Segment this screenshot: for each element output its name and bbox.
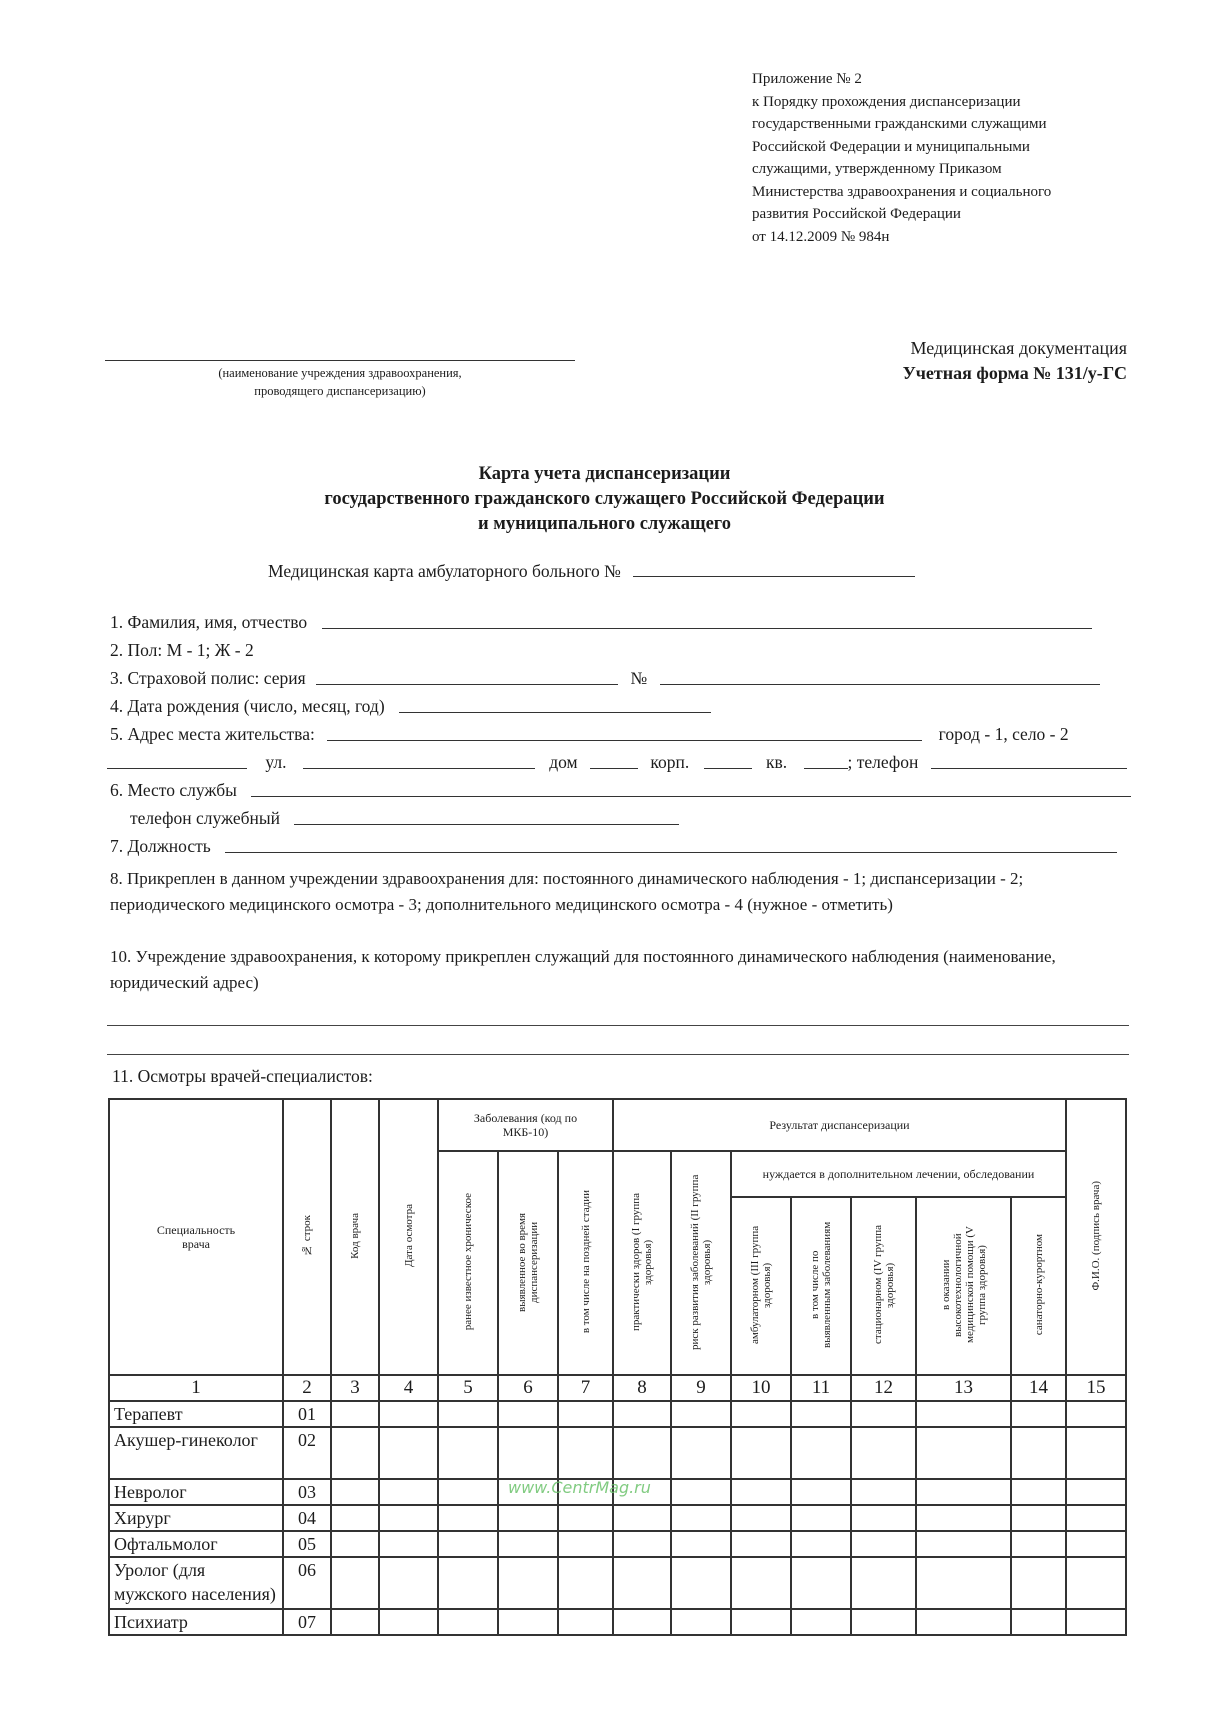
entry-cell[interactable] [731, 1609, 791, 1635]
entry-cell[interactable] [558, 1505, 613, 1531]
entry-cell[interactable] [379, 1557, 438, 1609]
column-number: 11 [791, 1375, 851, 1401]
entry-cell[interactable] [731, 1557, 791, 1609]
entry-cell[interactable] [671, 1479, 731, 1505]
field-label: № [630, 668, 648, 688]
field-attached-institution: 10. Учреждение здравоохранения, к которому прикреплен служащий для постоянного динамического наблюдения (наименование, юридический адрес) [110, 947, 1056, 992]
entry-cell[interactable] [498, 1557, 558, 1609]
address-input[interactable] [327, 722, 922, 741]
entry-cell[interactable] [671, 1427, 731, 1479]
column-number: 7 [558, 1375, 613, 1401]
entry-cell[interactable] [331, 1479, 379, 1505]
field-label: 3. Страховой полис: серия [110, 668, 306, 688]
title-line: государственного гражданского служащего Российской Федерации [324, 489, 885, 509]
entry-cell[interactable] [1066, 1531, 1126, 1557]
entry-cell[interactable] [379, 1505, 438, 1531]
entry-cell[interactable] [498, 1401, 558, 1427]
entry-cell[interactable] [671, 1505, 731, 1531]
entry-cell[interactable] [1011, 1401, 1066, 1427]
entry-cell[interactable] [1011, 1505, 1066, 1531]
house-input[interactable] [590, 750, 638, 769]
entry-cell[interactable] [1011, 1531, 1066, 1557]
column-number: 15 [1066, 1375, 1126, 1401]
apartment-input[interactable] [804, 750, 848, 769]
header-disease-found [498, 1151, 558, 1375]
entry-cell[interactable] [498, 1531, 558, 1557]
building-input[interactable] [704, 750, 752, 769]
entry-cell[interactable] [851, 1401, 916, 1427]
street-input[interactable] [303, 750, 535, 769]
column-number: 8 [613, 1375, 671, 1401]
header-text: № строк [301, 1215, 313, 1256]
header-text: в том числе по выявленным заболеваниям [809, 1221, 833, 1348]
entry-cell[interactable] [1066, 1479, 1126, 1505]
header-result-group: Результат диспансеризации [613, 1099, 1066, 1151]
entry-cell[interactable] [791, 1505, 851, 1531]
table-row [109, 1531, 1126, 1557]
header-text: Ф.И.О. (подпись врача) [1090, 1180, 1102, 1291]
entry-cell[interactable] [1011, 1609, 1066, 1635]
specialist-exams-table [108, 1098, 1127, 1636]
header-text: Дата осмотра [402, 1204, 415, 1267]
header-text: Специальность врача [156, 1223, 236, 1251]
document-title [0, 462, 1209, 537]
row-code-cell: 07 [283, 1609, 331, 1635]
field-label: ; телефон [847, 752, 919, 772]
appendix-line: Министерства здравоохранения и социального [752, 183, 1052, 200]
header-text: в оказании высокотехнологичной медицинской помощи (V группа здоровья) [939, 1226, 988, 1343]
appendix-line: Приложение № 2 [752, 71, 862, 87]
watermark: www.CentrMag.ru [508, 1478, 651, 1497]
entry-cell[interactable] [671, 1531, 731, 1557]
table-row [109, 1557, 1126, 1609]
entry-cell[interactable] [671, 1557, 731, 1609]
specialty-cell: Невролог [109, 1479, 283, 1505]
field-birth-date [110, 694, 711, 718]
section-11-title: 11. Осмотры врачей-специалистов: [112, 1066, 373, 1086]
header-needs-group [731, 1151, 1066, 1197]
header-text: санаторно-курортном [1032, 1233, 1045, 1336]
field-full-name [110, 610, 1092, 634]
header-doctor-code [331, 1099, 379, 1375]
header-needs-ambulatory [731, 1197, 791, 1375]
specialty-cell: Терапевт [109, 1401, 283, 1427]
header-text: выявленное во время диспансеризации [516, 1211, 540, 1312]
row-code-cell: 03 [283, 1479, 331, 1505]
column-number: 13 [916, 1375, 1011, 1401]
field-sex [110, 638, 254, 662]
entry-cell[interactable] [916, 1427, 1011, 1479]
form-number: Учетная форма № 131/у-ГС [902, 363, 1127, 383]
entry-cell[interactable] [331, 1505, 379, 1531]
appendix-line: от 14.12.2009 № 984н [752, 228, 890, 245]
field-label: 7. Должность [110, 836, 211, 856]
header-needs-including [791, 1197, 851, 1375]
workplace-input[interactable] [251, 778, 1131, 797]
field-label: 4. Дата рождения (число, месяц, год) [110, 696, 385, 716]
entry-cell[interactable] [851, 1505, 916, 1531]
field-attachment-type: 8. Прикреплен в данном учреждении здравоохранения для: постоянного динамического наблюдения - 1; диспансеризации - 2; периодического медицинского осмотра - 3; дополнительного медицинского осмотра - 4 (нужное - отметить) [110, 869, 1024, 914]
entry-cell[interactable] [558, 1401, 613, 1427]
entry-cell[interactable] [916, 1401, 1011, 1427]
table-row [109, 1401, 1126, 1427]
entry-cell[interactable] [438, 1401, 498, 1427]
entry-cell[interactable] [916, 1557, 1011, 1609]
entry-cell[interactable] [731, 1479, 791, 1505]
entry-cell[interactable] [1066, 1505, 1126, 1531]
specialty-cell: Хирург [109, 1505, 283, 1531]
full-name-input[interactable] [322, 610, 1092, 629]
entry-cell[interactable] [331, 1401, 379, 1427]
entry-cell[interactable] [438, 1557, 498, 1609]
row-code-cell: 05 [283, 1531, 331, 1557]
header-disease-late [558, 1151, 613, 1375]
header-text: Заболевания (код по МКБ-10) [473, 1111, 578, 1139]
row-code-cell: 02 [283, 1427, 331, 1479]
appendix-line: государственными гражданскими служащими [752, 116, 1047, 132]
institution-line-1[interactable] [107, 1025, 1129, 1026]
column-number: 3 [331, 1375, 379, 1401]
entry-cell[interactable] [379, 1479, 438, 1505]
header-text: риск развития заболеваний (II группа здоровья) [689, 1173, 713, 1350]
entry-cell[interactable] [613, 1401, 671, 1427]
locality-input[interactable] [107, 750, 247, 769]
organization-caption-line: (наименование учреждения здравоохранения, [218, 366, 462, 380]
header-text: амбулаторном (III группа здоровья) [749, 1225, 773, 1344]
organization-caption [105, 364, 575, 400]
ambulatory-card-label: Медицинская карта амбулаторного больного № [268, 561, 621, 581]
ambulatory-card-number-field[interactable] [633, 560, 915, 577]
entry-cell[interactable] [558, 1557, 613, 1609]
entry-cell[interactable] [916, 1505, 1011, 1531]
entry-cell[interactable] [379, 1427, 438, 1479]
entry-cell[interactable] [331, 1557, 379, 1609]
field-label: 2. Пол: М - 1; Ж - 2 [110, 640, 254, 660]
entry-cell[interactable] [671, 1609, 731, 1635]
field-label: дом [549, 752, 578, 772]
entry-cell[interactable] [916, 1609, 1011, 1635]
entry-cell[interactable] [613, 1531, 671, 1557]
header-text: Код врача [349, 1212, 361, 1259]
entry-cell[interactable] [613, 1609, 671, 1635]
table-row [109, 1505, 1126, 1531]
entry-cell[interactable] [438, 1505, 498, 1531]
field-insurance [110, 666, 1100, 690]
row-code-cell: 04 [283, 1505, 331, 1531]
entry-cell[interactable] [731, 1505, 791, 1531]
field-label: 6. Место службы [110, 780, 237, 800]
insurance-series-input[interactable] [316, 666, 618, 685]
field-label: 1. Фамилия, имя, отчество [110, 612, 308, 632]
entry-cell[interactable] [851, 1427, 916, 1479]
entry-cell[interactable] [916, 1479, 1011, 1505]
organization-name-field[interactable] [105, 360, 575, 361]
field-label: город - 1, село - 2 [938, 724, 1069, 744]
header-row-no [283, 1099, 331, 1375]
entry-cell[interactable] [1011, 1557, 1066, 1609]
entry-cell[interactable] [613, 1557, 671, 1609]
entry-cell[interactable] [851, 1479, 916, 1505]
entry-cell[interactable] [851, 1531, 916, 1557]
position-input[interactable] [225, 834, 1117, 853]
appendix-line: служащими, утвержденному Приказом [752, 161, 1002, 177]
header-needs-hospital [851, 1197, 916, 1375]
entry-cell[interactable] [791, 1609, 851, 1635]
field-label: 5. Адрес места жительства: [110, 724, 315, 744]
title-line: Карта учета диспансеризации [478, 464, 731, 484]
header-text: ранее известное хроническое [462, 1192, 474, 1331]
entry-cell[interactable] [438, 1609, 498, 1635]
entry-cell[interactable] [731, 1427, 791, 1479]
field-work-phone [130, 806, 679, 830]
entry-cell[interactable] [1066, 1427, 1126, 1479]
entry-cell[interactable] [671, 1401, 731, 1427]
title-line: и муниципального служащего [477, 514, 731, 534]
header-exam-date [379, 1099, 438, 1375]
entry-cell[interactable] [331, 1531, 379, 1557]
column-number: 6 [498, 1375, 558, 1401]
form-identifier [903, 336, 1127, 386]
header-diseases-group [438, 1099, 613, 1151]
entry-cell[interactable] [791, 1557, 851, 1609]
entry-cell[interactable] [791, 1427, 851, 1479]
ambulatory-card-row [268, 560, 915, 582]
entry-cell[interactable] [791, 1531, 851, 1557]
insurance-number-input[interactable] [660, 666, 1100, 685]
entry-cell[interactable] [791, 1479, 851, 1505]
column-number: 5 [438, 1375, 498, 1401]
header-text: в том числе на поздней стадии [579, 1189, 592, 1334]
header-signature [1066, 1099, 1126, 1375]
specialty-cell: Психиатр [109, 1609, 283, 1635]
field-label: корп. [650, 752, 690, 772]
field-address-details [107, 750, 1127, 774]
entry-cell[interactable] [1011, 1479, 1066, 1505]
header-text: стационарном (IV группа здоровья) [871, 1225, 896, 1344]
entry-cell[interactable] [731, 1401, 791, 1427]
entry-cell[interactable] [558, 1609, 613, 1635]
appendix-line: Российской Федерации и муниципальными [752, 138, 1030, 155]
specialty-cell: Уролог (для мужского населения) [109, 1557, 283, 1609]
entry-cell[interactable] [558, 1427, 613, 1479]
column-number: 2 [283, 1375, 331, 1401]
column-number: 12 [851, 1375, 916, 1401]
field-address [110, 722, 1069, 746]
column-number: 1 [109, 1375, 283, 1401]
phone-input[interactable] [931, 750, 1127, 769]
header-result-risk [671, 1151, 731, 1375]
specialty-cell: Акушер-гинеколог [109, 1427, 283, 1479]
entry-cell[interactable] [613, 1505, 671, 1531]
entry-cell[interactable] [498, 1505, 558, 1531]
entry-cell[interactable] [613, 1427, 671, 1479]
header-text: нуждается в дополнительном лечении, обследовании [762, 1167, 1035, 1181]
header-result-healthy [613, 1151, 671, 1375]
column-number: 4 [379, 1375, 438, 1401]
field-label: кв. [765, 752, 788, 772]
header-specialty [109, 1099, 283, 1375]
entry-cell[interactable] [731, 1531, 791, 1557]
entry-cell[interactable] [558, 1531, 613, 1557]
entry-cell[interactable] [1011, 1427, 1066, 1479]
entry-cell[interactable] [438, 1427, 498, 1479]
column-numbers-row [109, 1375, 1126, 1401]
work-phone-input[interactable] [294, 806, 679, 825]
entry-cell[interactable] [498, 1609, 558, 1635]
birth-date-input[interactable] [399, 694, 711, 713]
institution-line-2[interactable] [107, 1054, 1129, 1055]
header-disease-known [438, 1151, 498, 1375]
column-number: 9 [671, 1375, 731, 1401]
entry-cell[interactable] [916, 1531, 1011, 1557]
entry-cell[interactable] [331, 1427, 379, 1479]
header-needs-sanatorium [1011, 1197, 1066, 1375]
entry-cell[interactable] [379, 1401, 438, 1427]
table-row [109, 1609, 1126, 1635]
entry-cell[interactable] [379, 1609, 438, 1635]
row-code-cell: 06 [283, 1557, 331, 1609]
appendix-line: развития Российской Федерации [752, 206, 961, 222]
header-needs-hitech [916, 1197, 1011, 1375]
form-category: Медицинская документация [910, 338, 1127, 358]
entry-cell[interactable] [1066, 1401, 1126, 1427]
row-code-cell: 01 [283, 1401, 331, 1427]
entry-cell[interactable] [851, 1609, 916, 1635]
appendix-note [752, 68, 1152, 248]
appendix-line: к Порядку прохождения диспансеризации [752, 93, 1021, 110]
field-workplace [110, 778, 1131, 802]
entry-cell[interactable] [791, 1401, 851, 1427]
table-row [109, 1427, 1126, 1479]
entry-cell[interactable] [498, 1427, 558, 1479]
entry-cell[interactable] [1066, 1609, 1126, 1635]
entry-cell[interactable] [438, 1479, 498, 1505]
organization-caption-line: проводящего диспансеризацию) [254, 384, 426, 398]
entry-cell[interactable] [438, 1531, 498, 1557]
column-number: 14 [1011, 1375, 1066, 1401]
field-label: ул. [265, 752, 287, 772]
entry-cell[interactable] [1066, 1557, 1126, 1609]
field-position [110, 834, 1117, 858]
entry-cell[interactable] [379, 1531, 438, 1557]
specialty-cell: Офтальмолог [109, 1531, 283, 1557]
entry-cell[interactable] [851, 1557, 916, 1609]
header-text: практически здоров (I группа здоровья) [630, 1192, 654, 1331]
field-label: телефон служебный [130, 808, 280, 828]
column-number: 10 [731, 1375, 791, 1401]
entry-cell[interactable] [331, 1609, 379, 1635]
